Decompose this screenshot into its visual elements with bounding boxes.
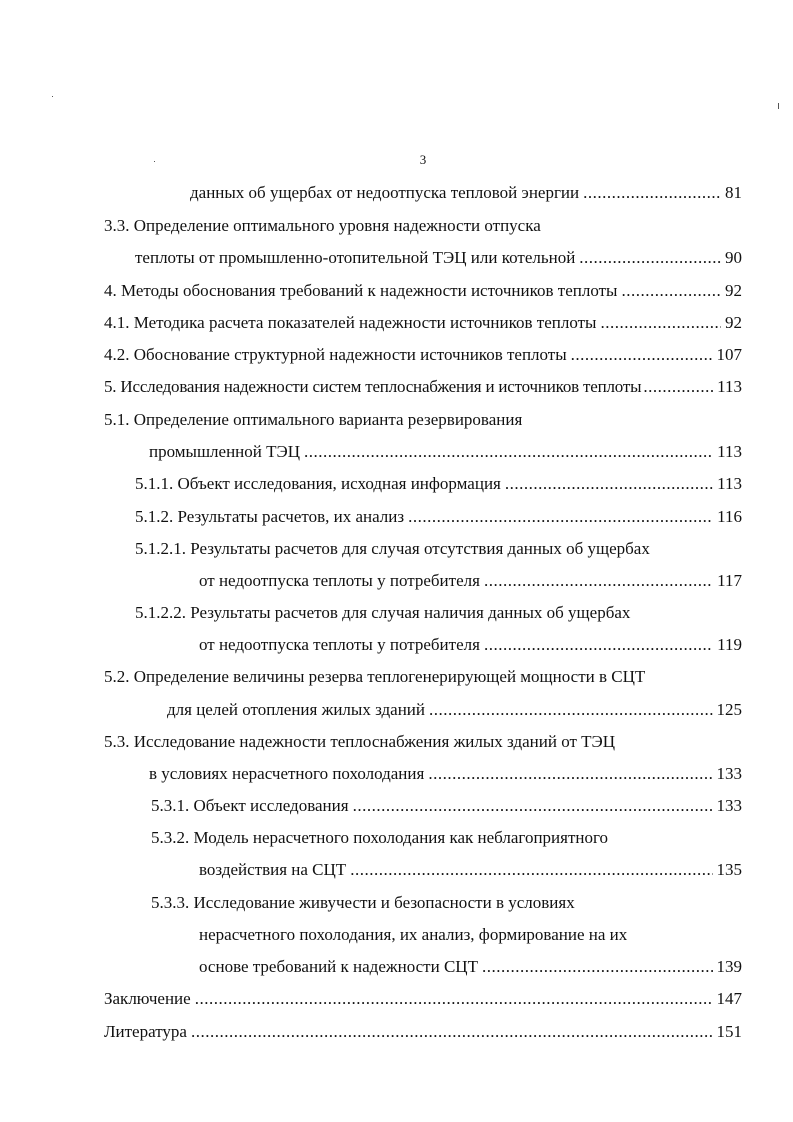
- toc-entry-text: от недоотпуска теплоты у потребителя: [199, 571, 480, 590]
- toc-line: [104, 1020, 742, 1044]
- toc-entry-page: 92: [725, 281, 742, 300]
- toc-entry-page: 116: [717, 507, 742, 526]
- toc-entry-text: нерасчетного похолодания, их анализ, формирование на их: [199, 925, 628, 944]
- toc-leader-dots: [191, 1020, 713, 1044]
- toc-leader-dots: [408, 505, 713, 529]
- toc-entry-text: 3.3. Определение оптимального уровня надежности отпуска: [104, 216, 541, 235]
- toc-line: [199, 633, 742, 657]
- scan-speck: [52, 96, 53, 97]
- toc-entry-text: воздействия на СЦТ: [199, 860, 347, 879]
- scan-speck: [778, 103, 779, 109]
- toc-entry-text: 5.3. Исследование надежности теплоснабжения жилых зданий от ТЭЦ: [104, 732, 616, 751]
- scan-speck: [154, 161, 155, 162]
- toc-line: [167, 698, 742, 722]
- toc-leader-dots: [621, 279, 721, 303]
- toc-entry-page: 151: [716, 1022, 742, 1041]
- toc-line: [149, 762, 742, 786]
- toc-entry-page: 135: [716, 860, 742, 879]
- toc-entry-page: 147: [716, 989, 742, 1008]
- toc-entry-text: 4.1. Методика расчета показателей надежности источников теплоты: [104, 313, 597, 332]
- toc-line: [135, 472, 742, 496]
- toc-line: [149, 440, 742, 464]
- toc-line: [104, 987, 742, 1011]
- toc-entry-text: 5. Исследования надежности систем теплоснабжения и источников теплоты: [104, 377, 642, 396]
- toc-leader-dots: [583, 181, 721, 205]
- toc-entry-page: 125: [716, 700, 742, 719]
- toc-entry-page: 117: [717, 571, 742, 590]
- toc-leader-dots: [484, 569, 713, 593]
- toc-line: [199, 955, 742, 979]
- toc-entry-page: 139: [716, 957, 742, 976]
- toc-entry-page: 107: [716, 345, 742, 364]
- toc-entry-text: данных об ущербах от недоотпуска тепловой энергии: [190, 183, 580, 202]
- toc-line: [199, 569, 742, 593]
- toc-entry-text: 5.1. Определение оптимального варианта резервирования: [104, 410, 523, 429]
- toc-leader-dots: [484, 633, 713, 657]
- toc-entry-text: 5.2. Определение величины резерва теплогенерирующей мощности в СЦТ: [104, 667, 646, 686]
- toc-entry-page: 133: [716, 796, 742, 815]
- toc-entry-text: 4. Методы обоснования требований к надежности источников теплоты: [104, 281, 618, 300]
- toc-line: [135, 505, 742, 529]
- toc-leader-dots: [579, 246, 721, 270]
- toc-entry-text: от недоотпуска теплоты у потребителя: [199, 635, 480, 654]
- toc-leader-dots: [482, 955, 713, 979]
- toc-entry-text: 5.1.2.1. Результаты расчетов для случая отсутствия данных об ущербах: [135, 539, 650, 558]
- toc-entry-text: основе требований к надежности СЦТ: [199, 957, 478, 976]
- toc-leader-dots: [571, 343, 713, 367]
- toc-leader-dots: [505, 472, 713, 496]
- toc-entry-text: 4.2. Обоснование структурной надежности источников теплоты: [104, 345, 567, 364]
- toc-entry-text: Заключение: [104, 989, 191, 1008]
- toc-entry-text: 5.1.2. Результаты расчетов, их анализ: [135, 507, 405, 526]
- toc-entry-page: 90: [725, 248, 742, 267]
- toc-entry-text: 5.3.2. Модель нерасчетного похолодания как неблагоприятного: [151, 828, 609, 847]
- toc-line: [104, 343, 742, 367]
- toc-leader-dots: [600, 311, 721, 335]
- toc-entry-text: для целей отопления жилых зданий: [167, 700, 425, 719]
- toc-line: [104, 279, 742, 303]
- toc-leader-dots: [195, 987, 713, 1011]
- toc-line: [104, 311, 742, 335]
- toc-entry-page: 113: [717, 442, 742, 461]
- page-number: 3: [419, 152, 427, 167]
- toc-line: [104, 375, 742, 399]
- toc-leader-dots: [429, 698, 713, 722]
- toc-entry-page: 119: [717, 635, 742, 654]
- toc-entry-page: 113: [717, 474, 742, 493]
- toc-line: [151, 794, 742, 818]
- toc-leader-dots: [353, 794, 713, 818]
- toc-entry-page: 92: [725, 313, 742, 332]
- toc-entry-page: 81: [725, 183, 742, 202]
- toc-leader-dots: [428, 762, 712, 786]
- toc-leader-dots: [643, 375, 715, 399]
- toc-line: [190, 181, 742, 205]
- toc-entry-text: промышленной ТЭЦ: [149, 442, 300, 461]
- toc-leader-dots: [350, 858, 712, 882]
- toc-entry-text: теплоты от промышленно-отопительной ТЭЦ или котельной: [135, 248, 576, 267]
- toc-entry-text: в условиях нерасчетного похолодания: [149, 764, 425, 783]
- toc-line: [135, 246, 742, 270]
- toc-leader-dots: [304, 440, 713, 464]
- toc-entry-page: 133: [716, 764, 742, 783]
- toc-entry-text: 5.3.3. Исследование живучести и безопасности в условиях: [151, 893, 575, 912]
- toc-line: [199, 858, 742, 882]
- toc-entry-text: 5.1.1. Объект исследования, исходная информация: [135, 474, 501, 493]
- toc-entry-text: 5.3.1. Объект исследования: [151, 796, 349, 815]
- toc-entry-text: 5.1.2.2. Результаты расчетов для случая наличия данных об ущербах: [135, 603, 631, 622]
- toc-entry-text: Литература: [104, 1022, 187, 1041]
- toc-entry-page: 113: [717, 377, 742, 396]
